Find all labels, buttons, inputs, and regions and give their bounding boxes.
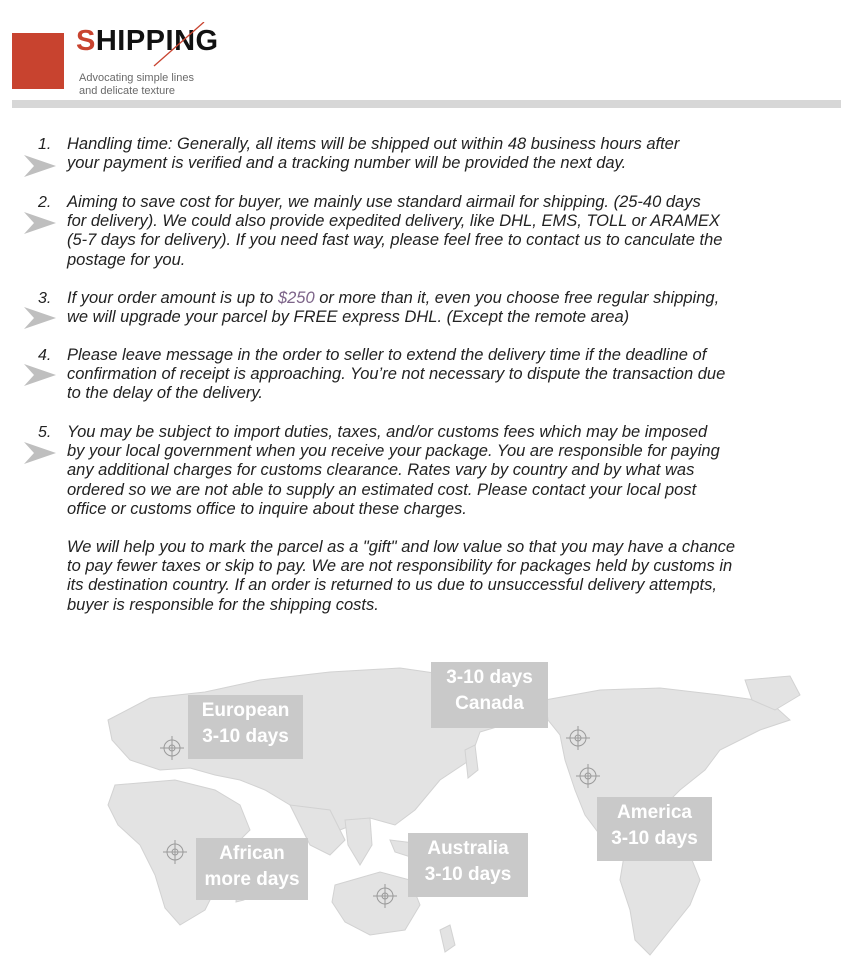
item-number: 5. <box>38 424 52 441</box>
label-line-2: more days <box>204 869 300 890</box>
item-text-before-price: If your order amount is up to <box>67 289 278 307</box>
label-line-2: Canada <box>455 693 524 714</box>
region-label-europe <box>188 695 303 759</box>
title-slash-decoration <box>148 22 218 68</box>
item-text: You may be subject to import duties, taxes, and/or customs fees which may be imposed by your local government when you receive your package. You are responsible for paying any additional charges for customs clearance. Rates vary by country and by what was ordered so we are not able to supply an estimated cost. Please contact your local post office or customs office to inquire about these charges. <box>67 423 720 518</box>
region-label-australia <box>408 833 528 897</box>
item-text <box>67 289 827 327</box>
item-number: 2. <box>38 194 52 211</box>
label-line-1: European <box>201 700 290 721</box>
world-map-shapes <box>0 640 853 971</box>
arrow-bullet-icon <box>24 442 56 464</box>
region-label-america <box>597 797 712 861</box>
item-text-after-price: or more than it, even you choose free regular shipping, we will upgrade your parcel by FREE express DHL. (Except the remote area) <box>67 289 720 327</box>
label-line-1: African <box>219 843 285 864</box>
brand-square <box>12 33 64 89</box>
item-text: Please leave message in the order to seller to extend the delivery time if the deadline of confirmation of receipt is approaching. You’re not necessary to dispute the transaction due to the delay of the delivery. <box>67 346 726 403</box>
header-divider <box>12 100 841 108</box>
arrow-bullet-icon <box>24 212 56 234</box>
price-highlight: $250 <box>277 289 315 307</box>
region-label-canada <box>431 662 548 728</box>
item-text: Aiming to save cost for buyer, we mainly use standard airmail for shipping. (25-40 days for delivery). We could also provide expedited delivery, like DHL, EMS, TOLL or ARAMEX (5-7 days for delivery). If you need fast way, please feel free to contact us to canculate the postage for you. <box>67 193 723 269</box>
item-number: 3. <box>38 290 52 307</box>
arrow-bullet-icon <box>24 364 56 386</box>
label-line-1: 3-10 days <box>446 667 533 688</box>
customs-note: We will help you to mark the parcel as a "gift" and low value so that you may have a chance to pay fewer taxes or skip to pay. We are not responsibility for packages held by customs in its destination country. If an order is returned to us due to unsuccessful delivery attempts, buyer is responsible for the shipping costs. <box>67 538 736 614</box>
item-text: Handling time: Generally, all items will be shipped out within 48 business hours after your payment is verified and a tracking number will be provided the next day. <box>67 135 680 173</box>
item-number: 4. <box>38 347 52 364</box>
arrow-bullet-icon <box>24 307 56 329</box>
label-line-1: America <box>617 802 692 823</box>
tagline <box>79 72 194 98</box>
arrow-bullet-icon <box>24 155 56 177</box>
title-first-letter: S <box>76 25 96 57</box>
label-line-2: 3-10 days <box>202 726 289 747</box>
region-label-africa <box>196 838 308 900</box>
label-line-1: Australia <box>427 838 509 859</box>
tagline-line-1: Advocating simple lines <box>79 72 194 84</box>
world-map <box>0 640 853 971</box>
label-line-2: 3-10 days <box>424 864 512 885</box>
title-rest: HIPPING <box>95 25 219 57</box>
item-number: 1. <box>38 136 52 153</box>
tagline-line-2: and delicate texture <box>79 85 176 97</box>
label-line-2: 3-10 days <box>611 828 698 849</box>
